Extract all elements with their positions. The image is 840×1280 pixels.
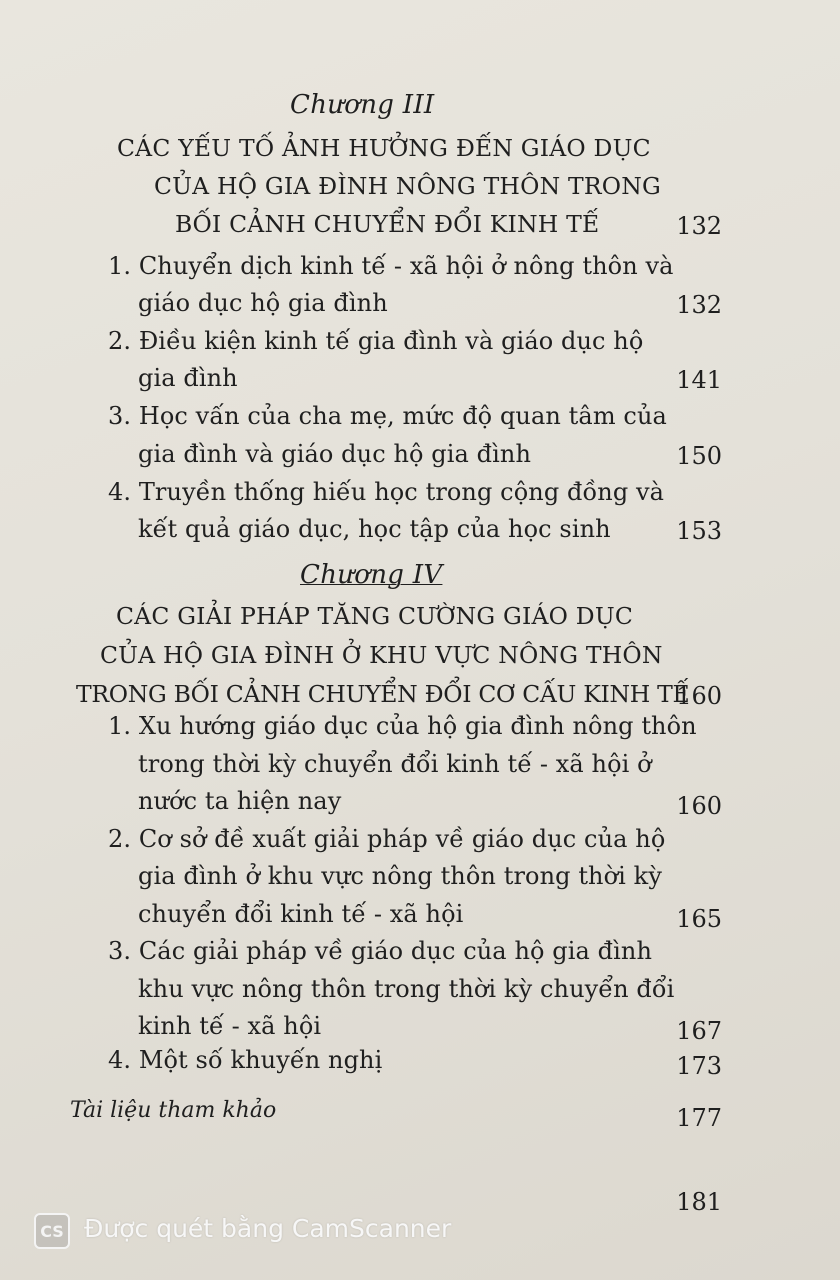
chapter-3-title-line-1: CÁC YẾU TỐ ẢNH HƯỞNG ĐẾN GIÁO DỤC (117, 134, 651, 162)
references-page: 177 (676, 1104, 722, 1132)
ch4-entry-2-line-1: 2. Cơ sở đề xuất giải pháp về giáo dục của hộ (108, 825, 666, 853)
ch4-entry-4-line-1: 4. Một số khuyến nghị (108, 1046, 383, 1074)
ch3-entry-4-line-2: kết quả giáo dục, học tập của học sinh (138, 515, 611, 543)
ch3-entry-4-page: 153 (676, 517, 722, 545)
chapter-4-title-line-2: CỦA HỘ GIA ĐÌNH Ở KHU VỰC NÔNG THÔN (100, 641, 663, 669)
ch3-entry-2-line-2: gia đình (138, 364, 238, 392)
ch4-entry-4-page: 173 (676, 1052, 722, 1080)
ch3-entry-3-line-1: 3. Học vấn của cha mẹ, mức độ quan tâm của (108, 402, 667, 430)
ch3-entry-1-page: 132 (676, 291, 722, 319)
ch4-entry-1-line-1: 1. Xu hướng giáo dục của hộ gia đình nông thôn (108, 712, 697, 740)
ch4-entry-2-line-3: chuyển đổi kinh tế - xã hội (138, 900, 464, 928)
ch3-entry-3-page: 150 (676, 442, 722, 470)
ch4-entry-1-line-2: trong thời kỳ chuyển đổi kinh tế - xã hội ở (138, 750, 652, 778)
ch4-entry-2-page: 165 (676, 905, 722, 933)
ch3-entry-4-line-1: 4. Truyền thống hiếu học trong cộng đồng và (108, 478, 665, 506)
chapter-3-title-page: 132 (676, 212, 722, 240)
page-number: 181 (676, 1188, 722, 1216)
ch4-entry-3-page: 167 (676, 1017, 722, 1045)
ch3-entry-2-line-1: 2. Điều kiện kinh tế gia đình và giáo dục hộ (108, 327, 644, 355)
chapter-4-heading: Chương IV (300, 560, 443, 590)
chapter-3-title-line-2: CỦA HỘ GIA ĐÌNH NÔNG THÔN TRONG (154, 172, 661, 200)
ch4-entry-1-line-3: nước ta hiện nay (138, 787, 342, 815)
ch3-entry-1-line-2: giáo dục hộ gia đình (138, 289, 388, 317)
chapter-4-title-line-3: TRONG BỐI CẢNH CHUYỂN ĐỔI CƠ CẤU KINH TẾ (76, 680, 690, 708)
ch3-entry-3-line-2: gia đình và giáo dục hộ gia đình (138, 440, 532, 468)
references-label: Tài liệu tham khảo (70, 1098, 277, 1123)
ch4-entry-2-line-2: gia đình ở khu vực nông thôn trong thời kỳ (138, 862, 662, 890)
camscanner-watermark-text: Được quét bằng CamScanner (84, 1214, 452, 1243)
ch3-entry-1-line-1: 1. Chuyển dịch kinh tế - xã hội ở nông thôn và (108, 252, 674, 280)
ch4-entry-3-line-3: kinh tế - xã hội (138, 1012, 322, 1040)
chapter-4-title-page: 160 (676, 682, 722, 710)
chapter-3-title-line-3: BỐI CẢNH CHUYỂN ĐỔI KINH TẾ (175, 210, 600, 238)
ch4-entry-1-page: 160 (676, 792, 722, 820)
camscanner-logo-icon: CS (34, 1213, 70, 1249)
chapter-3-heading: Chương III (290, 90, 435, 120)
ch4-entry-3-line-2: khu vực nông thôn trong thời kỳ chuyển đổi (138, 975, 675, 1003)
ch3-entry-2-page: 141 (676, 366, 722, 394)
ch4-entry-3-line-1: 3. Các giải pháp về giáo dục của hộ gia đình (108, 937, 653, 965)
chapter-4-title-line-1: CÁC GIẢI PHÁP TĂNG CƯỜNG GIÁO DỤC (116, 602, 634, 630)
